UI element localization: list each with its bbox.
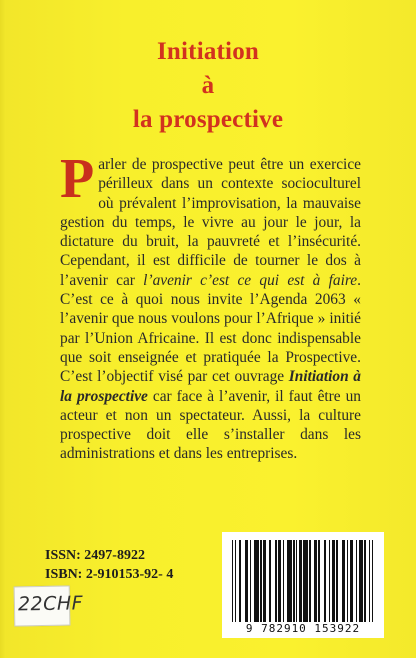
- blurb-paragraph: [60, 148, 362, 464]
- drop-cap: P: [60, 148, 95, 210]
- blurb-book-title: Initiation à la prospective: [60, 368, 361, 405]
- barcode-number: 9 782910 153922: [245, 622, 361, 635]
- barcode-stripe: [372, 540, 373, 622]
- title-line-3: la prospective: [132, 106, 284, 133]
- price-label: 22CHF: [17, 592, 84, 616]
- blurb-part-3: car face à l’avenir, il faut être un acteur et non un spectateur. Aussi, la culture prospective doit elle s’installer dans les administrations et dans les entreprises.: [60, 387, 362, 463]
- price-sticker: [14, 586, 84, 627]
- blurb-part-1: arler de prospective peut être un exercice périlleux dans un contexte socioculturel où prévalent l’improvisation, la mauvaise gestion du temps, le vivre au jour le jour, la dictature du bruit, la pauvreté et l’insécurité. Cependant, il est difficile de tourner le dos à l’avenir car: [60, 156, 361, 289]
- barcode-bars: [232, 540, 374, 622]
- title-line-2: à: [201, 72, 215, 99]
- barcode: [222, 532, 384, 638]
- blurb-quote: l’avenir c’est ce qui est à faire: [143, 271, 358, 289]
- identifier-block: [45, 546, 173, 584]
- blurb-part-2: . C’est ce à quoi nous invite l’Agenda 2063 « l’avenir que nous voulons pour l’Afrique » initié par l’Union Africaine. Il est donc indispensable que soit enseignée et pratiquée la Prospective. C’est l’objectif visé par cet ouvrage: [60, 271, 361, 386]
- title-line-1: Initiation: [156, 38, 260, 65]
- issn-line: ISSN: 2497-8922: [45, 548, 145, 563]
- isbn-line: ISBN: 2-910153-92- 4: [45, 567, 174, 582]
